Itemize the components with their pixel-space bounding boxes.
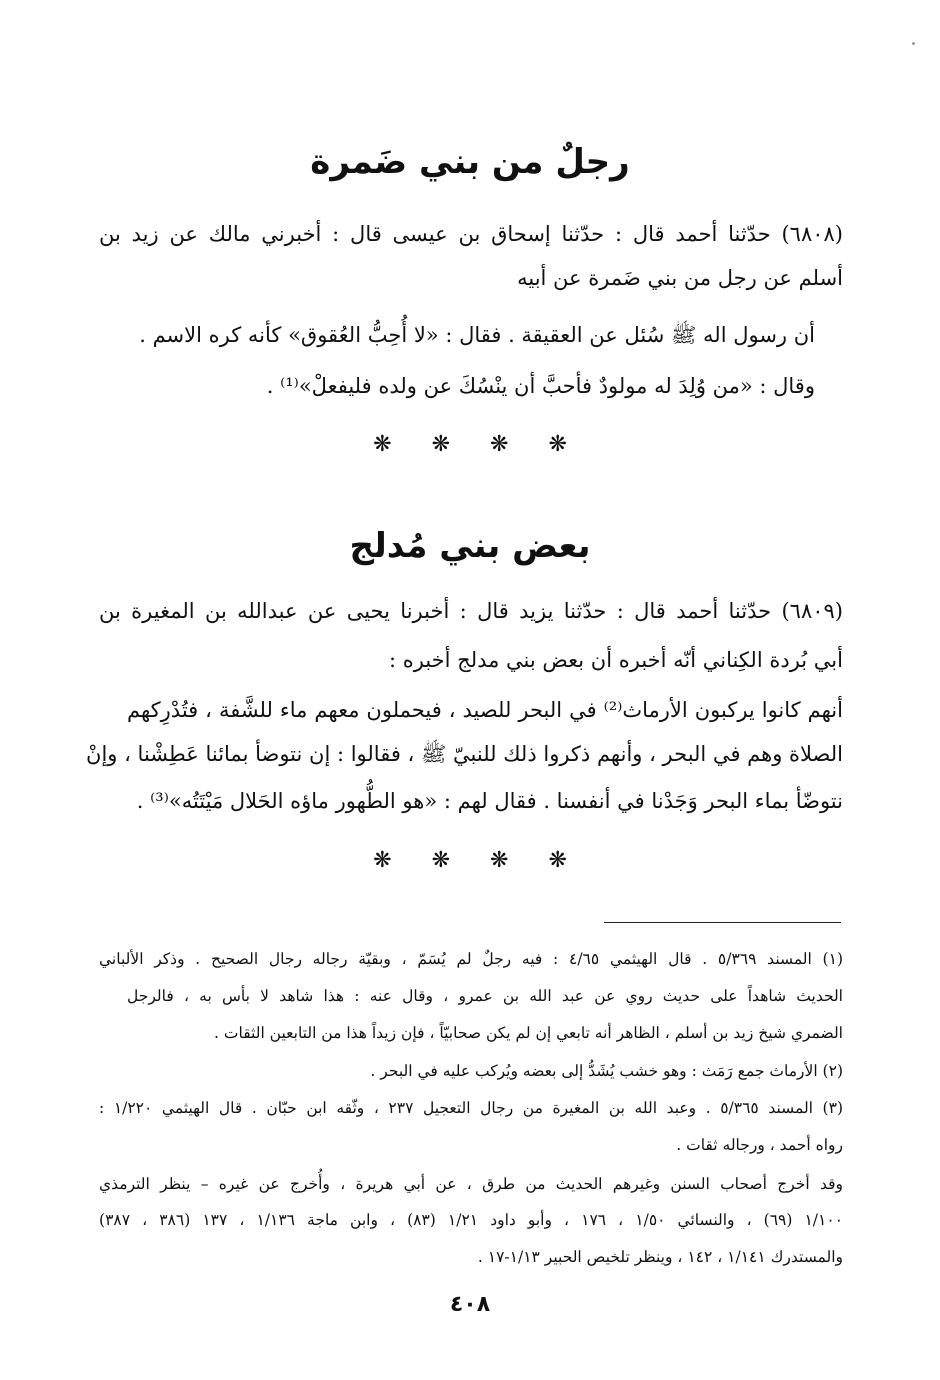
hadith-6808-line-1: (٦٨٠٨) حدّثنا أحمد قال : حدّثنا إسحاق بن عيسى قال : أخبرني مالك عن زيد بن [99,222,843,246]
hadith-6808-line-4: وقال : «من وُلِدَ له مولودٌ فأحبَّ أن ينْسُكَ عن ولده فليفعلْ»⁽¹⁾ . [266,374,815,398]
separator-star: ❋ [548,432,567,457]
hadith-6809-line-2: أبي بُردة الكِناني أنّه أخبره أن بعض بني مدلج أخبره : [388,648,843,672]
separator-star: ❋ [373,848,392,873]
separator-star: ❋ [431,432,450,457]
footnote-1-line-3: الضمري شيخ زيد بن أسلم ، الظاهر أنه تابعي إن لم يكن صحابيّاً ، فإن زيداً هذا من التابعين الثقات . [214,1024,843,1042]
scan-speck [912,42,915,45]
section-title-1: رجلٌ من بني ضَمرة [310,142,630,182]
separator-star: ❋ [490,848,509,873]
hadith-6808-line-3: أن رسول اله ﷺ سُئل عن العقيقة . فقال : «لا أُحِبُّ العُقوق» كأنه كره الاسم . [139,323,815,347]
footnote-3-line-1: (٣) المسند ٥/٣٦٥ . وعبد الله بن المغيرة من رجال التعجيل ٢٣٧ ، وثّقه ابن حبّان . قال الهيثمي ١/٢٢٠ : [99,1099,843,1117]
hadith-6809-line-4: الصلاة وهم في البحر ، وأنهم ذكروا ذلك للنبيّ ﷺ ، فقالوا : إن نتوضأ بمائنا عَطِشْنا ، وإنْ [86,742,843,766]
page-number: ٤٠٨ [449,1292,491,1317]
section-separator-1 [0,432,940,457]
hadith-6809-line-5: نتوضّأ بماء البحر وَجَدْنا في أنفسنا . فقال لهم : «هو الطُّهور ماؤه الحَلال مَيْتَتُه»⁽³⁾ . [136,789,843,813]
footnote-divider [604,922,841,923]
footnote-1-line-1: (١) المسند ٥/٣٦٩ . قال الهيثمي ٤/٦٥ : فيه رجلٌ لم يُسَمّ ، وبقيّة رجاله رجال الصحيح . وذكر الألباني [99,950,843,968]
footnote-1-line-2: الحديث شاهداً على حديث روي عن عبد الله بن عمرو ، وقال عنه : هذا شاهد لا بأس به ، فالرجل [127,987,843,1005]
separator-star: ❋ [548,848,567,873]
hadith-6809-line-3: أنهم كانوا يركبون الأرماث⁽²⁾ في البحر للصيد ، فيحملون معهم ماء للشَّفة ، فتُدْرِكهم [127,698,843,722]
separator-star: ❋ [490,432,509,457]
footnote-3-line-4: ١/١٠٠ (٦٩) ، والنسائي ١/٥٠ ، ١٧٦ ، وأبو داود ١/٢١ (٨٣) ، وابن ماجة ١/١٣٦ ، ١٣٧ (٣٨٦ ، ٣٨٧) [99,1211,844,1229]
separator-star: ❋ [373,432,392,457]
footnote-3-line-2: رواه أحمد ، ورجاله ثقات . [676,1136,843,1154]
separator-star: ❋ [431,848,450,873]
hadith-6808-line-2: أسلم عن رجل من بني ضَمرة عن أبيه [517,266,843,290]
section-title-2: بعض بني مُدلج [349,526,591,566]
footnote-2: (٢) الأرماث جمع رَمَث : وهو خشب يُشَدُّ إلى بعضه ويُركب عليه في البحر . [370,1062,843,1080]
footnote-3-line-5: والمستدرك ١/١٤١ ، ١٤٢ ، وينظر تلخيص الحبير ١/١٣-١٧ . [477,1248,843,1266]
footnote-3-line-3: وقد أخرج أصحاب السنن وغيرهم الحديث من طرق ، عن أبي هريرة ، وأُخرج عن غيره – ينظر الترمذي [99,1175,843,1193]
hadith-6809-line-1: (٦٨٠٩) حدّثنا أحمد قال : حدّثنا يزيد قال : أخبرنا يحيى عن عبدالله بن المغيرة بن [99,599,843,623]
section-separator-2 [0,848,940,873]
